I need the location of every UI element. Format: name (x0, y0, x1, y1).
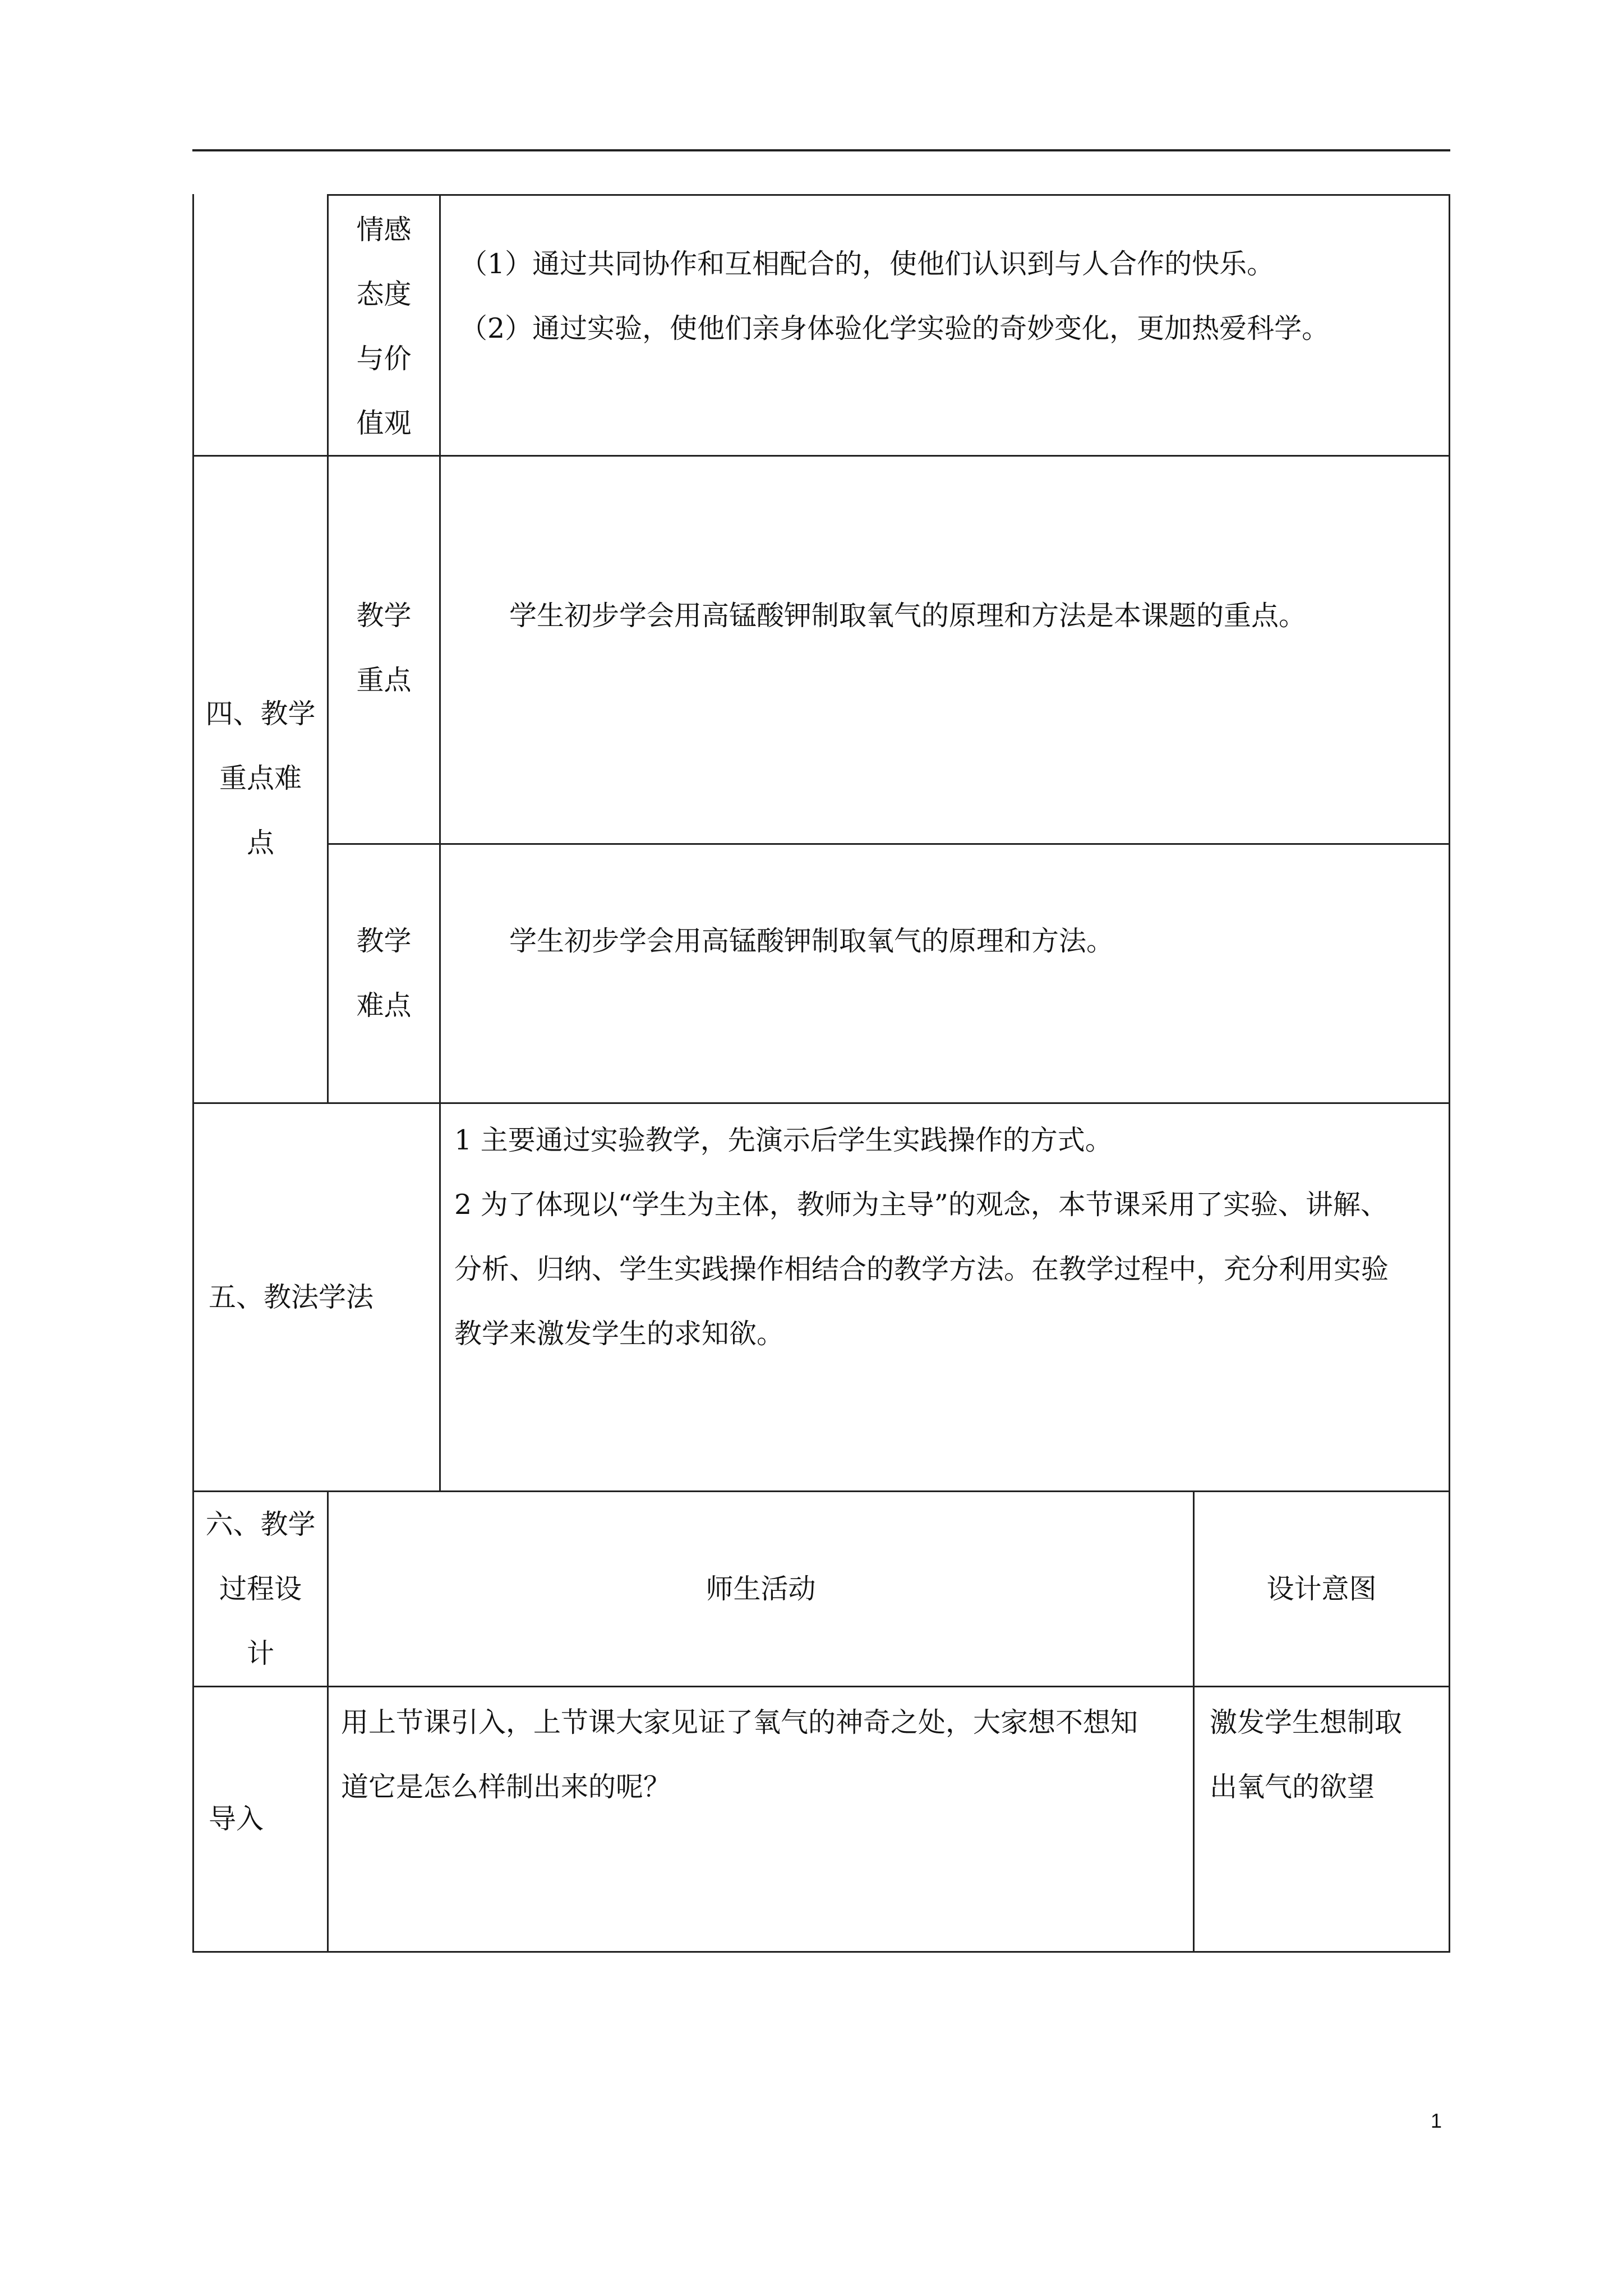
section6-title: 六、教学 过程设 计 (205, 1508, 316, 1669)
emotion-category-label: 情感 态度 与价 值观 (356, 214, 412, 439)
key-point-label: 教学 重点 (356, 600, 412, 696)
column-header-intent: 设计意图 (1266, 1573, 1377, 1605)
difficult-point-label: 教学 难点 (356, 925, 412, 1022)
section5-title: 五、教法学法 (209, 1281, 374, 1313)
page-number: 1 (1430, 2109, 1442, 2132)
emotion-item-2: （2）通过实验，使他们亲身体验化学实验的奇妙变化，更加热爱科学。 (460, 312, 1330, 344)
section5-line-2: 2 为了体现以“学生为主体，教师为主导”的观念，本节课采用了实验、讲解、 (454, 1189, 1388, 1221)
section5-line-4: 教学来激发学生的求知欲。 (454, 1318, 785, 1350)
section5-line-1: 1 主要通过实验教学，先演示后学生实践操作的方式。 (454, 1124, 1113, 1156)
section5-line-3: 分析、归纳、学生实践操作相结合的教学方法。在教学过程中，充分利用实验 (454, 1253, 1389, 1285)
column-header-activity: 师生活动 (706, 1573, 816, 1605)
header-rule (192, 149, 1450, 151)
intro-label: 导入 (209, 1803, 264, 1835)
section4-title: 四、教学 重点难 点 (205, 698, 316, 859)
section5-content (454, 1108, 1444, 1366)
key-point-content: 学生初步学会用高锰酸钾制取氧气的原理和方法是本课题的重点。 (509, 600, 1307, 632)
emotion-content (460, 232, 1436, 361)
intro-intent: 激发学生想制取 出氧气的欲望 (1210, 1706, 1403, 1803)
intro-activity: 用上节课引入，上节课大家见证了氧气的神奇之处，大家想不想知 道它是怎么样制出来的呢？ (341, 1706, 1138, 1803)
emotion-item-1: （1）通过共同协作和互相配合的，使他们认识到与人合作的快乐。 (460, 248, 1275, 280)
difficult-point-content: 学生初步学会用高锰酸钾制取氧气的原理和方法。 (509, 925, 1114, 957)
